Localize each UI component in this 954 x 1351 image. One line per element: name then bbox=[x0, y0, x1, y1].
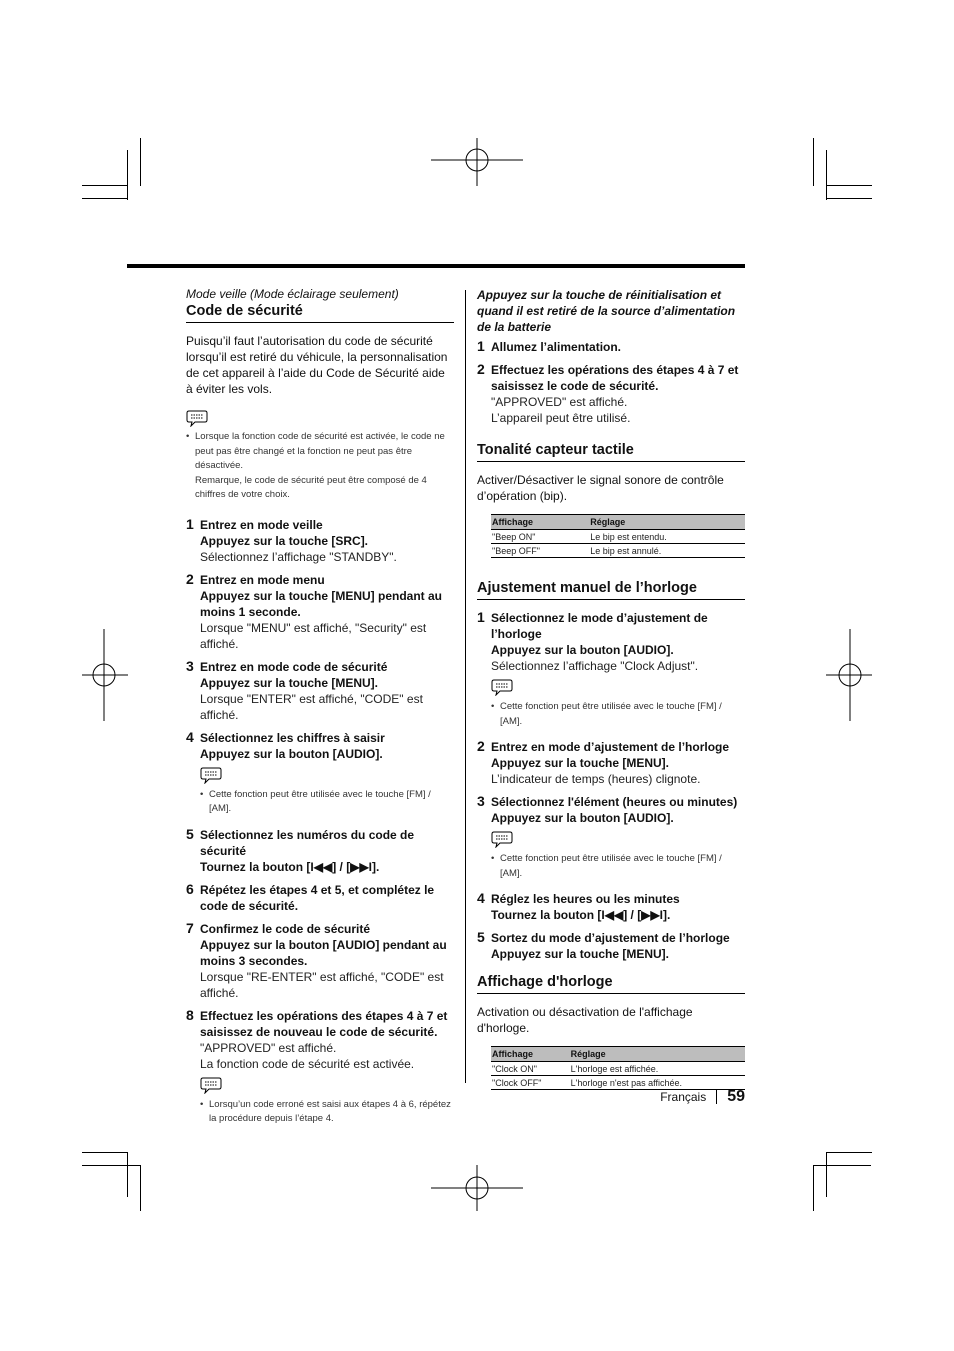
step-item bbox=[477, 339, 745, 355]
table-cell: "Clock OFF" bbox=[491, 1076, 570, 1090]
note-icon bbox=[491, 830, 513, 848]
step-title: Entrez en mode veille bbox=[200, 517, 323, 532]
security-steps bbox=[186, 517, 454, 1127]
step-item bbox=[186, 572, 454, 652]
registration-mark-top bbox=[431, 138, 523, 186]
step-number: 1 bbox=[186, 515, 194, 532]
step-number: 3 bbox=[186, 657, 194, 674]
step-result: Sélectionnez l’affichage "Clock Adjust". bbox=[491, 659, 699, 673]
step-number: 8 bbox=[186, 1006, 194, 1023]
step-action: Appuyez sur la touche [MENU]. bbox=[491, 947, 670, 961]
crop-mark bbox=[813, 1165, 871, 1166]
table-row bbox=[491, 544, 745, 558]
crop-mark bbox=[82, 198, 128, 199]
crop-mark bbox=[82, 185, 128, 186]
reset-steps bbox=[477, 339, 745, 426]
step-title: Sélectionnez l'élément (heures ou minutes) bbox=[491, 795, 738, 809]
note-icon bbox=[200, 766, 222, 784]
crop-mark bbox=[826, 198, 872, 199]
crop-mark bbox=[82, 1165, 140, 1166]
step-title: Effectuez les opérations des étapes 4 à 7 et saisissez de nouveau le code de sécurité. bbox=[200, 1008, 448, 1039]
step-number: 2 bbox=[186, 570, 194, 587]
step-number: 4 bbox=[477, 890, 485, 906]
step-note: • Cette fonction peut être utilisée avec le touche [FM] / [AM]. bbox=[491, 853, 722, 879]
registration-mark-bottom bbox=[431, 1165, 523, 1211]
section-title-clock-display: Affichage d'horloge bbox=[477, 974, 745, 994]
step-title: Allumez l’alimentation. bbox=[491, 340, 622, 354]
step-title: Répétez les étapes 4 et 5, et complétez le code de sécurité. bbox=[200, 882, 435, 913]
step-action: Appuyez sur la touche [SRC]. bbox=[200, 533, 369, 548]
crop-mark bbox=[140, 138, 141, 186]
step-title: Entrez en mode menu bbox=[200, 572, 325, 587]
column-divider bbox=[465, 290, 466, 1083]
step-item bbox=[186, 517, 454, 565]
step-number: 2 bbox=[477, 361, 485, 377]
header-rule bbox=[127, 264, 745, 268]
step-result: "APPROVED" est affiché. L’appareil peut être utilisé. bbox=[491, 395, 631, 425]
crop-mark bbox=[127, 1152, 128, 1197]
step-number: 6 bbox=[186, 880, 194, 897]
table-header: Réglage bbox=[589, 515, 745, 530]
beep-intro: Activer/Désactiver le signal sonore de contrôle d’opération (bip). bbox=[477, 473, 724, 503]
crop-mark bbox=[826, 185, 872, 186]
step-action: Appuyez sur la touche [MENU] pendant au moins 1 seconde. bbox=[200, 588, 443, 619]
step-note: • Cette fonction peut être utilisée avec le touche [FM] / [AM]. bbox=[200, 788, 431, 814]
step-item bbox=[186, 921, 454, 1001]
crop-mark bbox=[826, 1152, 827, 1197]
step-number: 4 bbox=[186, 728, 194, 745]
step-number: 2 bbox=[477, 738, 485, 754]
left-column bbox=[186, 287, 454, 1137]
step-title: Sélectionnez les numéros du code de sécurité bbox=[200, 827, 415, 858]
step-note: • Lorsqu’un code erroné est saisi aux étapes 4 à 6, répétez la procédure depuis l’étape 4. bbox=[200, 1098, 451, 1124]
step-item bbox=[477, 930, 745, 962]
step-number: 7 bbox=[186, 919, 194, 936]
section-subtitle: Mode veille (Mode éclairage seulement) bbox=[186, 287, 399, 301]
crop-mark bbox=[826, 150, 827, 200]
step-number: 5 bbox=[186, 825, 194, 842]
crop-mark bbox=[82, 1152, 128, 1153]
note-icon bbox=[200, 1076, 222, 1094]
step-number: 1 bbox=[477, 609, 485, 625]
section-title-security-code: Code de sécurité bbox=[186, 303, 454, 323]
beep-table bbox=[491, 514, 745, 558]
table-header: Réglage bbox=[570, 1047, 745, 1062]
step-title: Réglez les heures ou les minutes bbox=[491, 892, 680, 906]
step-number: 5 bbox=[477, 929, 485, 945]
step-item bbox=[186, 882, 454, 914]
table-cell: "Clock ON" bbox=[491, 1062, 570, 1076]
step-item bbox=[477, 891, 745, 923]
step-action: Appuyez sur la bouton [AUDIO]. bbox=[491, 643, 674, 657]
table-row bbox=[491, 530, 745, 544]
step-result: Lorsque "RE-ENTER" est affiché, "CODE" est affiché. bbox=[200, 969, 444, 1000]
step-item bbox=[477, 739, 745, 787]
registration-mark-left bbox=[82, 629, 128, 721]
step-number: 3 bbox=[477, 793, 485, 809]
table-header: Affichage bbox=[491, 515, 589, 530]
step-number: 1 bbox=[477, 338, 485, 354]
step-title: Entrez en mode code de sécurité bbox=[200, 659, 388, 674]
step-item bbox=[186, 730, 454, 817]
step-result: L’indicateur de temps (heures) clignote. bbox=[491, 772, 701, 786]
step-item bbox=[477, 362, 745, 426]
step-title: Confirmez le code de sécurité bbox=[200, 921, 371, 936]
step-action: Tournez la bouton [I◀◀] / [▶▶I]. bbox=[491, 908, 671, 922]
step-result: Lorsque "ENTER" est affiché, "CODE" est affiché. bbox=[200, 691, 423, 722]
step-result: "APPROVED" est affiché. La fonction code de sécurité est activée. bbox=[200, 1040, 415, 1071]
page-footer bbox=[640, 1088, 745, 1108]
table-header: Affichage bbox=[491, 1047, 570, 1062]
step-title: Sélectionnez les chiffres à saisir bbox=[200, 730, 385, 745]
step-item bbox=[186, 659, 454, 723]
step-action: Appuyez sur la bouton [AUDIO] pendant au moins 3 secondes. bbox=[200, 937, 447, 968]
crop-mark bbox=[813, 138, 814, 186]
clock-display-intro: Activation ou désactivation de l'affichage d'horloge. bbox=[477, 1005, 693, 1035]
step-action: Appuyez sur la touche [MENU]. bbox=[200, 675, 379, 690]
step-item bbox=[477, 610, 745, 729]
table-cell: Le bip est entendu. bbox=[589, 530, 745, 544]
step-action: Appuyez sur la bouton [AUDIO]. bbox=[491, 811, 674, 825]
step-item bbox=[477, 794, 745, 881]
footer-language: Français bbox=[660, 1090, 707, 1104]
note-icon bbox=[491, 678, 513, 696]
table-cell: L'horloge est affichée. bbox=[570, 1062, 745, 1076]
table-cell: "Beep ON" bbox=[491, 530, 589, 544]
step-item bbox=[186, 1008, 454, 1127]
table-cell: "Beep OFF" bbox=[491, 544, 589, 558]
clock-adjust-steps bbox=[477, 610, 745, 962]
section-title-clock-adjust: Ajustement manuel de l’horloge bbox=[477, 580, 745, 600]
crop-mark bbox=[140, 1165, 141, 1211]
step-result: Lorsque "MENU" est affiché, "Security" est affiché. bbox=[200, 620, 427, 651]
note-icon bbox=[186, 409, 208, 427]
step-title: Sélectionnez le mode d’ajustement de l’horloge bbox=[491, 611, 708, 641]
step-item bbox=[186, 827, 454, 875]
step-action: Appuyez sur la bouton [AUDIO]. bbox=[200, 746, 383, 761]
step-title: Entrez en mode d’ajustement de l’horloge bbox=[491, 740, 730, 754]
table-row bbox=[491, 1062, 745, 1076]
footer-separator bbox=[716, 1090, 717, 1104]
security-note: • Lorsque la fonction code de sécurité est activée, le code ne peut pas être changé et la fonction ne peut pas être désactivée. Remarque, le code de sécurité peut être composé de 4 chiffres de votre choix. bbox=[186, 431, 445, 500]
table-cell: L'horloge n'est pas affichée. bbox=[570, 1076, 745, 1090]
step-action: Appuyez sur la touche [MENU]. bbox=[491, 756, 670, 770]
step-action: Tournez la bouton [I◀◀] / [▶▶I]. bbox=[200, 859, 380, 874]
step-note: • Cette fonction peut être utilisée avec le touche [FM] / [AM]. bbox=[491, 701, 722, 727]
page-number: 59 bbox=[727, 1088, 745, 1105]
step-title: Sortez du mode d’ajustement de l’horloge bbox=[491, 931, 730, 945]
crop-mark bbox=[813, 1165, 814, 1211]
step-result: Sélectionnez l’affichage "STANDBY". bbox=[200, 549, 397, 564]
clock-display-table bbox=[491, 1046, 745, 1090]
registration-mark-right bbox=[826, 629, 872, 721]
crop-mark bbox=[826, 1152, 872, 1153]
crop-mark bbox=[127, 150, 128, 200]
reset-heading: Appuyez sur la touche de réinitialisation et quand il est retiré de la source d’alimentation de la batterie bbox=[477, 288, 736, 334]
right-column bbox=[477, 287, 745, 1112]
security-intro: Puisqu’il faut l’autorisation du code de sécurité lorsqu’il est retiré du véhicule, la personnalisation de cet appareil à l’aide du Code de Sécurité aide à éviter les vols. bbox=[186, 334, 448, 396]
section-title-beep: Tonalité capteur tactile bbox=[477, 442, 745, 462]
step-title: Effectuez les opérations des étapes 4 à 7 et saisissez le code de sécurité. bbox=[491, 363, 739, 393]
table-cell: Le bip est annulé. bbox=[589, 544, 745, 558]
